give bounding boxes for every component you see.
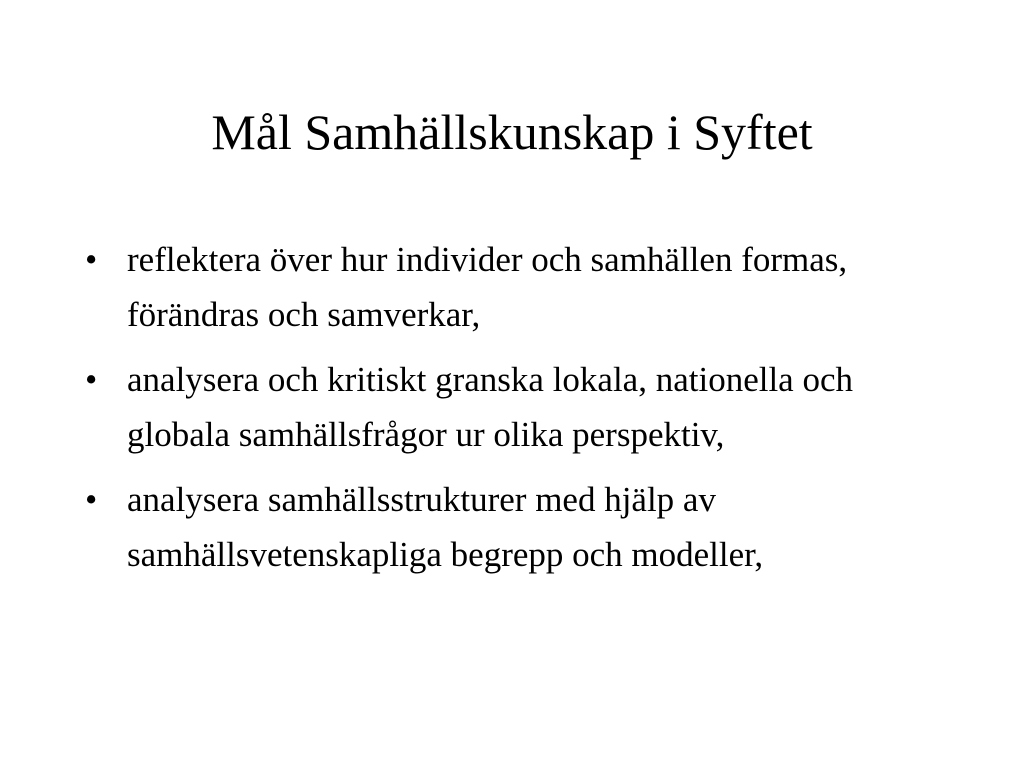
list-item [85,232,955,342]
bullet-text: analysera och kritiskt granska lokala, nationella och globala samhällsfrågor ur olika perspektiv, [127,360,853,454]
slide-title: Mål Samhällskunskap i Syftet [211,104,813,160]
bullet-icon: • [85,240,98,279]
bullet-icon: • [85,480,98,519]
bullet-icon: • [85,360,98,399]
list-item [85,472,955,582]
bullet-list [85,232,955,592]
bullet-text: analysera samhällsstrukturer med hjälp av samhällsvetenskapliga begrepp och modeller, [127,480,764,574]
list-item [85,352,955,462]
bullet-text: reflektera över hur individer och samhällen formas, förändras och samverkar, [127,240,848,334]
